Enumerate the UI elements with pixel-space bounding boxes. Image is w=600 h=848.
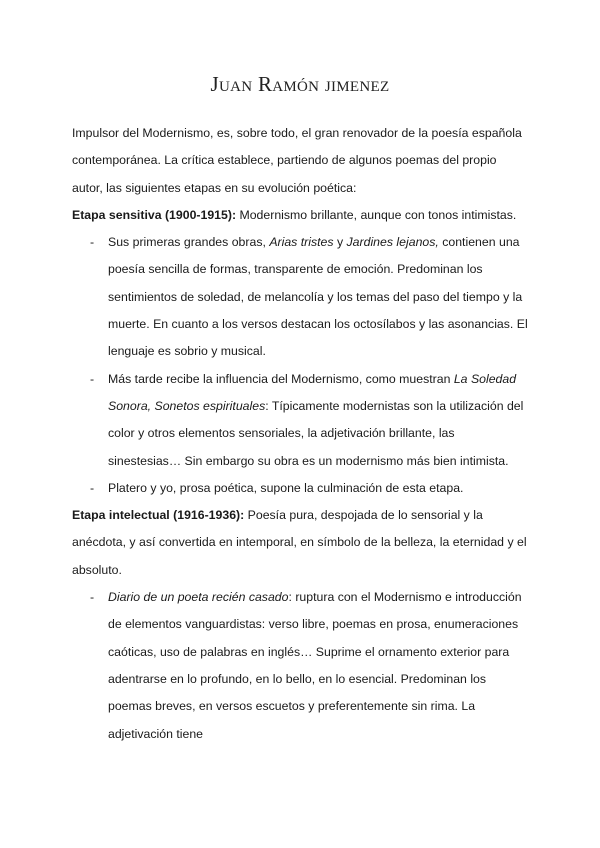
document-body bbox=[72, 120, 528, 748]
etapa-sensitiva-label: Etapa sensitiva (1900-1915): bbox=[72, 207, 237, 222]
bullet-dash: - bbox=[90, 480, 95, 495]
work-title: Jardines lejanos, bbox=[346, 235, 439, 250]
list-item-text: : Típicamente modernistas son la utilización del color y otros elementos sensoriales, la adjetivación brillante, las sinestesias… Sin embargo su obra es un modernismo más bien intimista. bbox=[108, 398, 524, 468]
list-item-text: Más tarde recibe la influencia del Modernismo, como muestran bbox=[108, 371, 454, 386]
list-item-text: Platero y yo, prosa poética, supone la culminación de esta etapa. bbox=[108, 480, 464, 495]
list-item-text: contienen una poesía sencilla de formas, transparente de emoción. Predominan los sentimientos de soledad, de melancolía y los temas del paso del tiempo y la muerte. En cuanto a los versos destacan los octosílabos y las asonancias. El lenguaje es sobrio y musical. bbox=[108, 235, 528, 359]
list-item bbox=[72, 584, 528, 748]
work-title: Arias tristes bbox=[269, 235, 334, 250]
page-title: Juan Ramón jimenez bbox=[210, 72, 390, 96]
work-title: Diario de un poeta recién casado bbox=[108, 590, 289, 605]
bullet-dash: - bbox=[90, 590, 95, 605]
bullet-dash: - bbox=[90, 235, 95, 250]
etapa-intelectual-label: Etapa intelectual (1916-1936): bbox=[72, 508, 245, 523]
etapa-intelectual-list bbox=[72, 584, 528, 748]
etapa-sensitiva-desc: Modernismo brillante, aunque con tonos intimistas. bbox=[239, 207, 517, 222]
list-item-text: : ruptura con el Modernismo e introducción de elementos vanguardistas: verso libre, poemas en prosa, enumeraciones caóticas, uso de palabras en inglés… Suprime el ornamento exterior para adentrarse en lo profundo, en lo bello, en lo esencial. Predominan los poemas breves, en versos escuetos y preferentemente sin rima. La adjetivación tiene bbox=[108, 590, 522, 741]
list-item-text: Sus primeras grandes obras, bbox=[108, 235, 270, 250]
etapa-sensitiva-heading bbox=[72, 202, 528, 229]
etapa-intelectual-desc: Poesía pura, despojada de lo sensorial y la anécdota, y así convertida en intemporal, en símbolo de la belleza, la eternidad y el absoluto. bbox=[72, 508, 527, 577]
list-item bbox=[72, 366, 528, 475]
bullet-dash: - bbox=[90, 371, 95, 386]
etapa-intelectual-heading bbox=[72, 502, 528, 584]
list-item-text: y bbox=[333, 235, 347, 250]
work-title: La Soledad Sonora, Sonetos espirituales bbox=[108, 371, 517, 413]
intro-paragraph: Impulsor del Modernismo, es, sobre todo, el gran renovador de la poesía española contemporánea. La crítica establece, partiendo de algunos poemas del propio autor, las siguientes etapas en su evolución poética: bbox=[72, 126, 522, 195]
list-item bbox=[72, 229, 528, 365]
list-item bbox=[72, 475, 528, 502]
etapa-sensitiva-list bbox=[72, 229, 528, 502]
